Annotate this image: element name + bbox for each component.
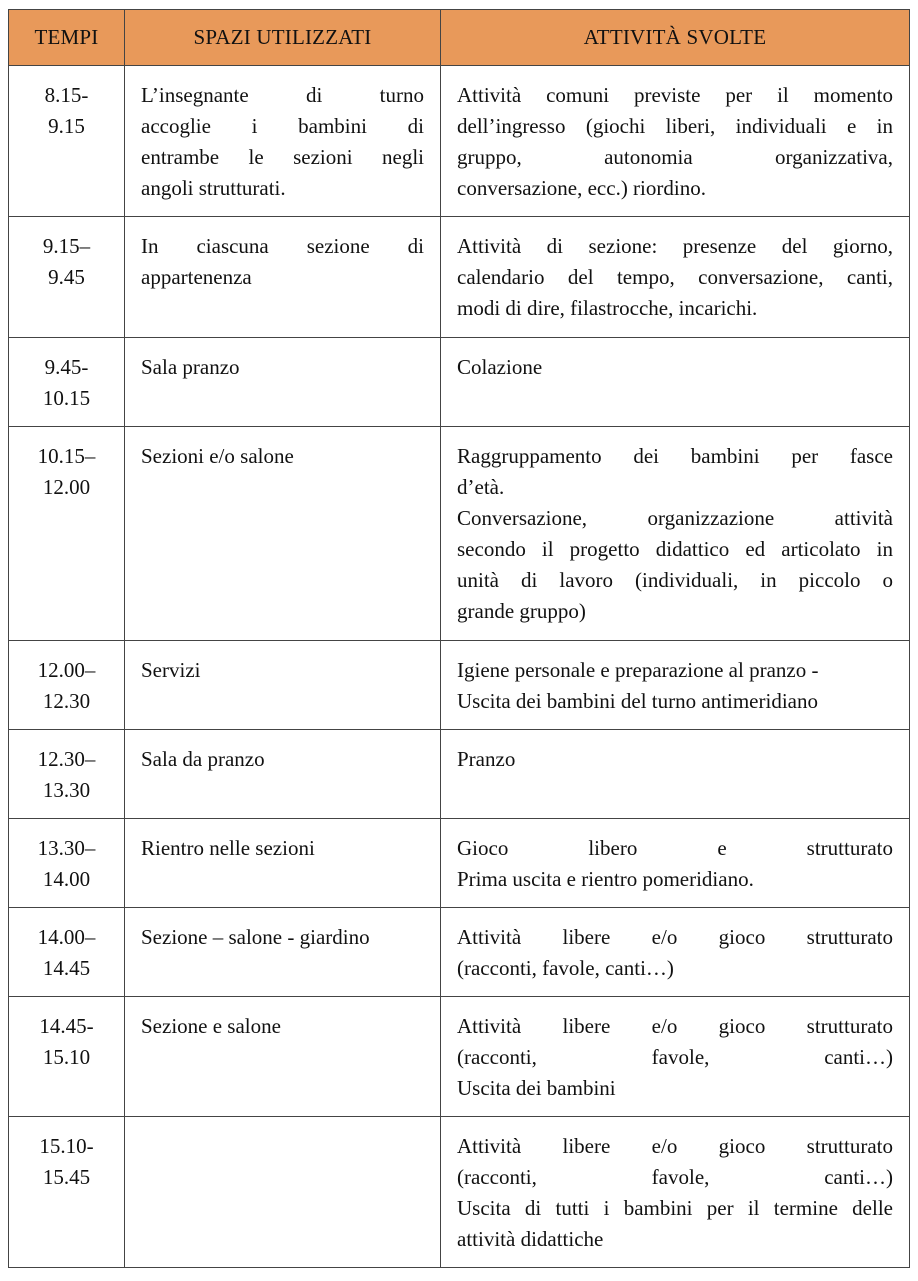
time-text: 14.00 [42, 867, 91, 891]
place-text: In ciascuna sezione di [141, 234, 424, 258]
time-cell [9, 217, 125, 338]
activity-text: (racconti, favole, canti…) [457, 1045, 893, 1069]
place-cell [125, 641, 441, 730]
place-text: Sezioni e/o salone [141, 444, 294, 468]
activity-text: unità di lavoro (individuali, in piccolo o [457, 568, 893, 592]
time-cell [9, 730, 125, 819]
table-row [9, 1117, 910, 1268]
table-row [9, 217, 910, 338]
table-row [9, 730, 910, 819]
place-text: Sezione – salone - giardino [141, 925, 370, 949]
time-cell [9, 427, 125, 641]
table-row [9, 908, 910, 997]
time-text: 12.30 [42, 689, 91, 713]
activity-cell [441, 819, 910, 908]
activity-cell [441, 217, 910, 338]
activity-text: Pranzo [457, 747, 516, 771]
time-cell [9, 1117, 125, 1268]
place-text: Sezione e salone [141, 1014, 281, 1038]
time-text: 10.15 [42, 386, 91, 410]
activity-text: gruppo, autonomia organizzativa, [457, 145, 893, 169]
activity-text: conversazione, ecc.) riordino. [457, 176, 706, 200]
activity-text: Attività libere e/o gioco strutturato [457, 1134, 893, 1158]
activity-text: attività didattiche [457, 1227, 604, 1251]
time-cell [9, 819, 125, 908]
activity-text: modi di dire, filastrocche, incarichi. [457, 296, 758, 320]
activity-cell [441, 427, 910, 641]
header-row [9, 10, 910, 66]
time-text: 9.45 [48, 265, 85, 289]
time-text: 15.45 [42, 1165, 91, 1189]
table-row [9, 641, 910, 730]
place-cell [125, 217, 441, 338]
table-header [9, 10, 910, 66]
activity-cell [441, 338, 910, 427]
place-text: L’insegnante di turno [141, 83, 424, 107]
place-text: Servizi [141, 658, 201, 682]
activity-text: Prima uscita e rientro pomeridiano. [457, 867, 754, 891]
time-text: 14.45- [39, 1014, 94, 1038]
activity-text: Attività libere e/o gioco strutturato [457, 1014, 893, 1038]
activity-text: Attività di sezione: presenze del giorno, [457, 234, 893, 258]
activity-cell [441, 1117, 910, 1268]
activity-cell [441, 66, 910, 217]
activity-text: Uscita dei bambini del turno antimeridiano [457, 689, 818, 713]
activity-text: grande gruppo) [457, 599, 586, 623]
time-text: 15.10- [39, 1134, 94, 1158]
activity-text: (racconti, favole, canti…) [457, 1165, 893, 1189]
activity-text: Igiene personale e preparazione al pranzo - [457, 658, 819, 682]
activity-cell [441, 641, 910, 730]
activity-text: secondo il progetto didattico ed articolato in [457, 537, 893, 561]
table-row [9, 427, 910, 641]
time-cell [9, 338, 125, 427]
table-row [9, 997, 910, 1117]
time-text: 8.15- [44, 83, 89, 107]
place-cell [125, 819, 441, 908]
time-text: 13.30 [42, 778, 91, 802]
place-cell [125, 908, 441, 997]
place-text: appartenenza [141, 265, 252, 289]
header-attivita-svolte: ATTIVITÀ SVOLTE [441, 10, 910, 66]
time-cell [9, 908, 125, 997]
time-text: 12.30– [37, 747, 96, 771]
place-text: accoglie i bambini di [141, 114, 424, 138]
place-text: Sala da pranzo [141, 747, 265, 771]
activity-cell [441, 997, 910, 1117]
header-spazi-utilizzati: SPAZI UTILIZZATI [125, 10, 441, 66]
time-cell [9, 66, 125, 217]
activity-text: Conversazione, organizzazione attività [457, 506, 893, 530]
time-cell [9, 997, 125, 1117]
time-text: 9.15– [42, 234, 91, 258]
place-cell [125, 730, 441, 819]
time-text: 12.00 [42, 475, 91, 499]
table-body [9, 66, 910, 1268]
table-row [9, 66, 910, 217]
activity-text: Uscita di tutti i bambini per il termine delle [457, 1196, 893, 1220]
place-cell [125, 1117, 441, 1268]
activity-text: Attività libere e/o gioco strutturato [457, 925, 893, 949]
time-text: 15.10 [42, 1045, 91, 1069]
activity-text: dell’ingresso (giochi liberi, individuali e in [457, 114, 893, 138]
table-row [9, 819, 910, 908]
place-cell [125, 66, 441, 217]
activity-text: Gioco libero e strutturato [457, 836, 893, 860]
place-cell [125, 427, 441, 641]
activity-cell [441, 730, 910, 819]
time-text: 14.45 [42, 956, 91, 980]
activity-text: d’età. [457, 475, 505, 499]
place-cell [125, 997, 441, 1117]
table-row [9, 338, 910, 427]
place-text: Rientro nelle sezioni [141, 836, 315, 860]
activity-text: (racconti, favole, canti…) [457, 956, 674, 980]
time-text: 10.15– [37, 444, 96, 468]
activity-text: Colazione [457, 355, 543, 379]
activity-text: Uscita dei bambini [457, 1076, 616, 1100]
header-tempi: TEMPI [9, 10, 125, 66]
time-text: 9.15 [48, 114, 85, 138]
time-text: 13.30– [37, 836, 96, 860]
time-text: 14.00– [37, 925, 96, 949]
place-cell [125, 338, 441, 427]
time-text: 9.45- [44, 355, 89, 379]
activity-text: Raggruppamento dei bambini per fasce [457, 444, 893, 468]
time-text: 12.00– [37, 658, 96, 682]
activity-text: calendario del tempo, conversazione, canti, [457, 265, 893, 289]
schedule-table [8, 9, 910, 1268]
activity-cell [441, 908, 910, 997]
activity-text: Attività comuni previste per il momento [457, 83, 893, 107]
place-text: angoli strutturati. [141, 176, 286, 200]
place-text: entrambe le sezioni negli [141, 145, 424, 169]
place-text: Sala pranzo [141, 355, 240, 379]
time-cell [9, 641, 125, 730]
